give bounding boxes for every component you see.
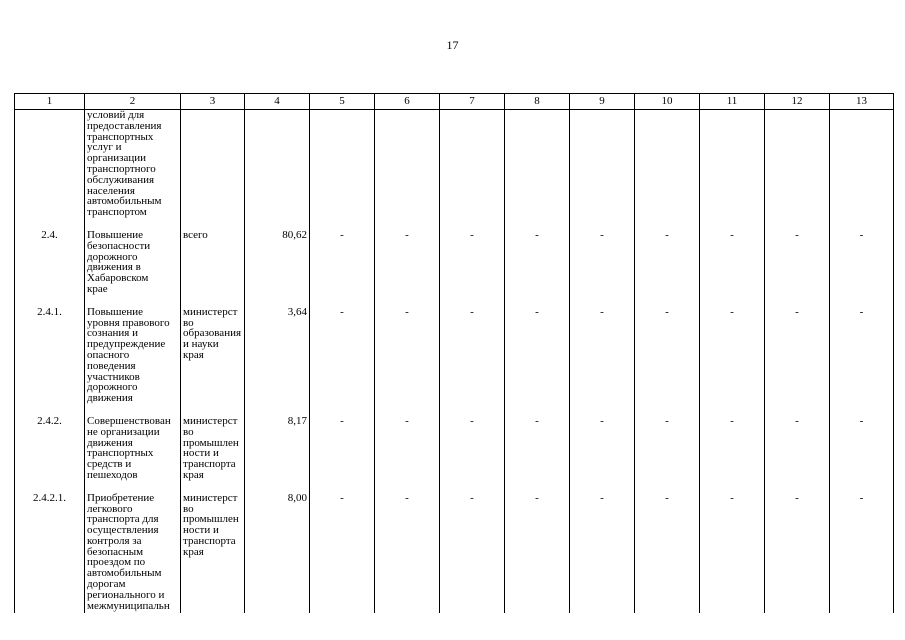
row-value <box>700 110 765 224</box>
row-name-line: участников <box>87 370 140 383</box>
row-value: - <box>505 224 570 301</box>
row-name-line: движения <box>87 436 133 449</box>
column-header: 1 <box>15 94 85 110</box>
row-code: 2.4.2. <box>15 410 85 487</box>
row-value: - <box>375 224 440 301</box>
row-value: - <box>310 410 375 487</box>
row-name-line: предупреждение <box>87 338 166 351</box>
row-name-line: межмуниципальн <box>87 599 170 612</box>
column-header: 8 <box>505 94 570 110</box>
row-name-line: пешеходов <box>87 468 138 481</box>
row-value: - <box>830 301 894 410</box>
row-name-line: дорогам <box>87 578 126 591</box>
row-executor-line: промышлен <box>183 436 239 449</box>
row-name-line: осуществления <box>87 524 159 537</box>
row-name-line: транспортом <box>87 206 147 219</box>
row-value: - <box>505 301 570 410</box>
table-row <box>15 110 894 224</box>
row-name-line: уровня правового <box>87 316 170 329</box>
row-value <box>505 110 570 224</box>
row-value: - <box>765 224 830 301</box>
row-value: - <box>830 487 894 614</box>
row-value: - <box>570 224 635 301</box>
row-value: - <box>700 301 765 410</box>
row-name-line: Совершенствован <box>87 414 171 427</box>
row-value: - <box>375 301 440 410</box>
program-table <box>14 93 894 613</box>
row-value: - <box>570 301 635 410</box>
column-header: 7 <box>440 94 505 110</box>
row-executor-line: всего <box>183 228 208 241</box>
row-value: - <box>700 224 765 301</box>
row-executor-line: края <box>183 545 204 558</box>
row-name-line: сознания и <box>87 327 138 340</box>
row-name-line: средств и <box>87 458 132 471</box>
column-header: 10 <box>635 94 700 110</box>
row-executor-line: ности и <box>183 447 219 460</box>
row-name-line: дорожного <box>87 381 138 394</box>
row-name-line: безопасным <box>87 545 144 558</box>
row-executor-line: министерст <box>183 414 238 427</box>
row-value: - <box>440 301 505 410</box>
row-name-line: крае <box>87 282 108 295</box>
row-executor-line: промышлен <box>183 513 239 526</box>
column-header: 6 <box>375 94 440 110</box>
column-header: 9 <box>570 94 635 110</box>
row-total: 3,64 <box>245 301 310 410</box>
row-name-line: предоставления <box>87 119 162 132</box>
row-name-line: транспортного <box>87 162 156 175</box>
row-value: - <box>440 410 505 487</box>
row-value: - <box>310 224 375 301</box>
row-name-line: Хабаровском <box>87 272 149 285</box>
row-executor-line: края <box>183 468 204 481</box>
row-name-line: легкового <box>87 502 133 515</box>
table-row <box>15 301 894 410</box>
row-value <box>765 110 830 224</box>
row-name-line: автомобильным <box>87 195 162 208</box>
row-executor-line: края <box>183 348 204 361</box>
row-name-line: организации <box>87 152 147 165</box>
row-name-line: регионального и <box>87 588 165 601</box>
row-value <box>375 110 440 224</box>
row-value: - <box>375 410 440 487</box>
row-code: 2.4.2.1. <box>15 487 85 614</box>
row-code: 2.4.1. <box>15 301 85 410</box>
row-executor-line: во <box>183 316 194 329</box>
column-header: 13 <box>830 94 894 110</box>
row-code <box>15 110 85 224</box>
column-header: 5 <box>310 94 375 110</box>
row-name-line: движения в <box>87 261 141 274</box>
row-name-line: Повышение <box>87 228 144 241</box>
row-value: - <box>570 487 635 614</box>
row-name-line: поведения <box>87 359 136 372</box>
row-value <box>830 110 894 224</box>
row-executor <box>181 110 245 224</box>
row-value: - <box>700 410 765 487</box>
row-name <box>85 110 181 224</box>
row-code: 2.4. <box>15 224 85 301</box>
row-total: 8,17 <box>245 410 310 487</box>
row-name <box>85 301 181 410</box>
row-executor-line: министерст <box>183 305 238 318</box>
row-value: - <box>635 487 700 614</box>
row-value: - <box>505 410 570 487</box>
row-value: - <box>310 301 375 410</box>
column-header: 11 <box>700 94 765 110</box>
row-executor-line: министерст <box>183 491 238 504</box>
row-value: - <box>830 224 894 301</box>
row-name-line: условий для <box>87 109 145 121</box>
row-name <box>85 487 181 614</box>
row-name-line: услуг и <box>87 141 122 154</box>
row-executor <box>181 487 245 614</box>
row-total: 80,62 <box>245 224 310 301</box>
row-total: 8,00 <box>245 487 310 614</box>
row-executor-line: образования <box>183 327 242 340</box>
column-header: 12 <box>765 94 830 110</box>
row-total <box>245 110 310 224</box>
table-row <box>15 224 894 301</box>
row-value: - <box>765 301 830 410</box>
row-value <box>635 110 700 224</box>
row-value: - <box>765 410 830 487</box>
row-value: - <box>765 487 830 614</box>
row-name-line: дорожного <box>87 250 138 263</box>
column-header: 2 <box>85 94 181 110</box>
row-value: - <box>635 301 700 410</box>
row-executor <box>181 410 245 487</box>
row-value: - <box>440 487 505 614</box>
row-value <box>570 110 635 224</box>
row-name-line: населения <box>87 184 135 197</box>
row-name-line: Приобретение <box>87 491 155 504</box>
row-name-line: движения <box>87 392 133 405</box>
header-row <box>15 94 894 110</box>
row-name-line: безопасности <box>87 239 151 252</box>
row-name <box>85 224 181 301</box>
row-name-line: контроля за <box>87 534 142 547</box>
row-name-line: опасного <box>87 348 130 361</box>
table-body <box>15 110 894 614</box>
row-name-line: транспортных <box>87 130 154 143</box>
row-name-line: Повышение <box>87 305 144 318</box>
row-value: - <box>310 487 375 614</box>
row-name-line: транспортных <box>87 447 154 460</box>
row-value: - <box>700 487 765 614</box>
row-value: - <box>830 410 894 487</box>
row-name-line: проездом по <box>87 556 146 569</box>
row-executor-line: и науки <box>183 338 219 351</box>
row-executor-line: во <box>183 502 194 515</box>
row-executor-line: транспорта <box>183 458 236 471</box>
row-value: - <box>440 224 505 301</box>
row-executor-line: транспорта <box>183 534 236 547</box>
row-value <box>440 110 505 224</box>
row-executor-line: ности и <box>183 524 219 537</box>
row-value: - <box>635 224 700 301</box>
table-row <box>15 487 894 614</box>
table-row <box>15 410 894 487</box>
page-number: 17 <box>446 38 459 52</box>
row-name <box>85 410 181 487</box>
row-name-line: транспорта для <box>87 513 159 526</box>
row-executor-line: во <box>183 425 194 438</box>
row-name-line: не организации <box>87 425 160 438</box>
row-executor <box>181 301 245 410</box>
column-header: 4 <box>245 94 310 110</box>
row-name-line: обслуживания <box>87 173 155 186</box>
row-name-line: автомобильным <box>87 567 162 580</box>
row-value: - <box>570 410 635 487</box>
row-value <box>310 110 375 224</box>
row-value: - <box>505 487 570 614</box>
row-value: - <box>375 487 440 614</box>
row-executor <box>181 224 245 301</box>
row-value: - <box>635 410 700 487</box>
column-header: 3 <box>181 94 245 110</box>
